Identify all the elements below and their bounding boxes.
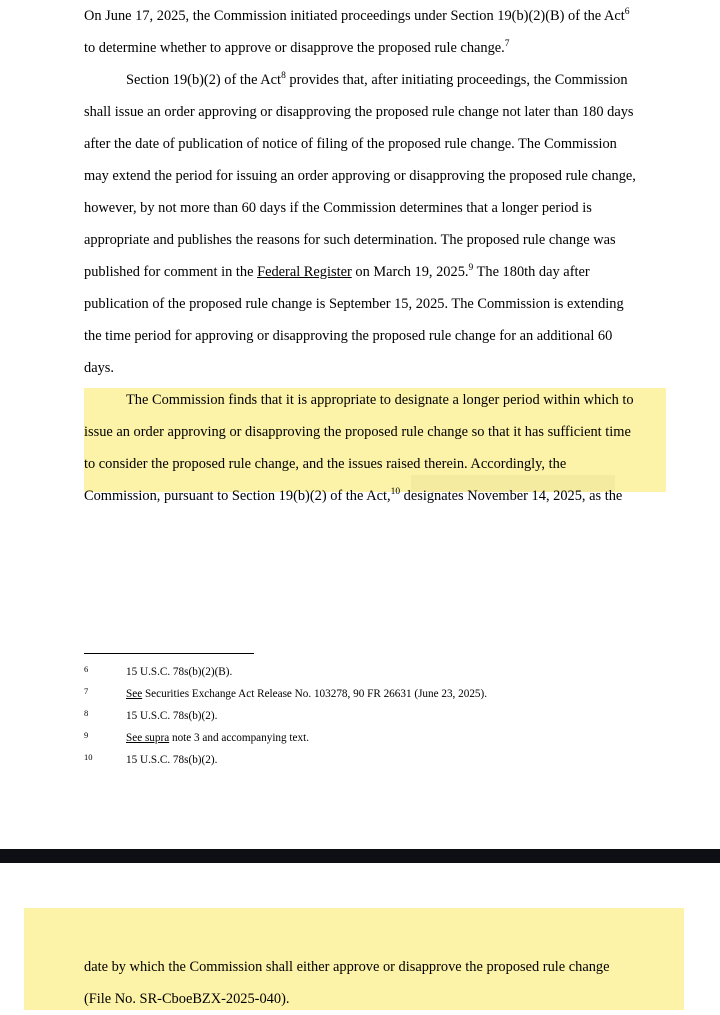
footnote-item: 6 15 U.S.C. 78s(b)(2)(B). <box>84 661 644 683</box>
footnote-item: 9 See supra note 3 and accompanying text. <box>84 727 644 749</box>
footnote-item: 8 15 U.S.C. 78s(b)(2). <box>84 705 644 727</box>
page-break-divider <box>0 849 720 863</box>
footnote-number: 10 <box>84 752 93 762</box>
paragraph-2: Section 19(b)(2) of the Act$^8$ provides that, after initiating proceedings, the Commission shall issue an order approving or disapproving the proposed rule change not later than 180 days after the date of publication of notice of filing of the proposed rule change. The Commission may extend the period for issuing an order approving or disapproving the proposed rule change, however, by not more than 60 days if the Commission determines that a longer period is appropriate and publishes the reasons for such determination. The proposed rule change was published for comment in the Federal Register on March 19, 2025.$^9$ The 180th day after publication of the proposed rule change is September 15, 2025. The Commission is extending the time period for approving or disapproving the proposed rule change for an additional 60 days. <box>84 71 636 376</box>
footnote-number: 8 <box>84 708 89 718</box>
footnote-number: 7 <box>84 686 89 696</box>
footnote-list <box>84 661 644 771</box>
footnote-item: 7 See Securities Exchange Act Release No. 103278, 90 FR 26631 (June 23, 2025). <box>84 683 644 705</box>
paragraph-1: On June 17, 2025, the Commission initiated proceedings under Section 19(b)(2)(B) of the Act$^6$ to determine whether to approve or disapprove the proposed rule change.$^7$ <box>84 7 630 56</box>
footnote-item: 10 15 U.S.C. 78s(b)(2). <box>84 749 644 771</box>
footnote-separator-rule <box>84 653 254 654</box>
page-two-body <box>84 951 640 1015</box>
document-page-two <box>0 863 720 1010</box>
page-one-body <box>84 0 640 512</box>
footnote-number: 9 <box>84 730 89 740</box>
footnote-number: 6 <box>84 664 89 674</box>
paragraph-3: The Commission finds that it is appropriate to designate a longer period within which to issue an order approving or disapproving the proposed rule change so that it has sufficient time to consider the proposed rule change, and the issues raised therein. Accordingly, the Commission, pursuant to Section 19(b)(2) of the Act,$^{10}$ designates November 14, 2025, as the <box>84 392 634 504</box>
paragraph-4: date by which the Commission shall either approve or disapprove the proposed rule change (File No. SR-CboeBZX-2025-040). <box>84 959 610 1007</box>
